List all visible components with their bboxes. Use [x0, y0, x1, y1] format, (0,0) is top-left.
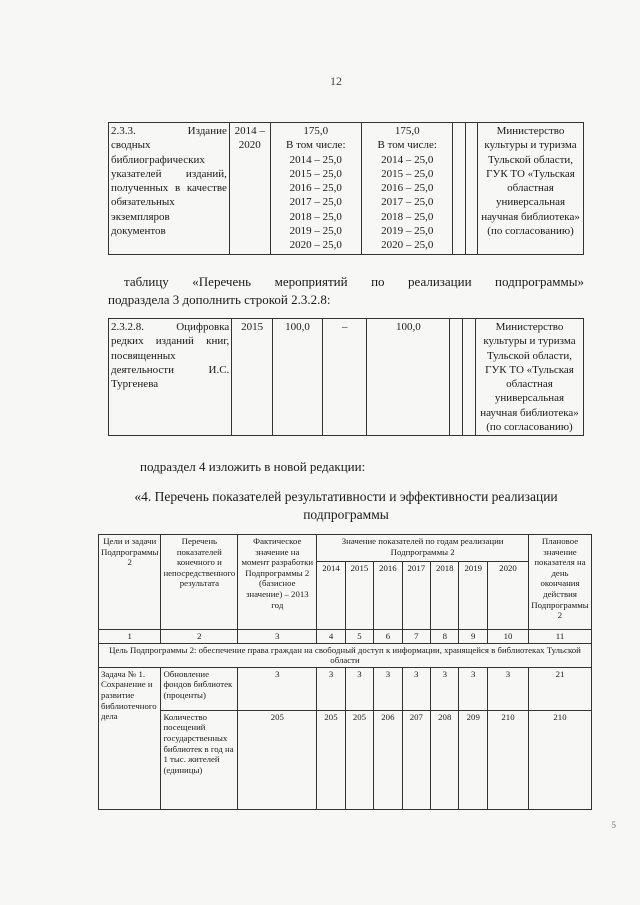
financing-cell: [270, 123, 361, 255]
column-number: 6: [374, 630, 402, 644]
year-value: 3: [374, 667, 402, 710]
planned-value: 21: [529, 667, 592, 710]
activity-name-first-word: Издание: [187, 125, 227, 137]
base-value: 3: [238, 667, 317, 710]
activity-years: 2015: [232, 319, 273, 436]
year-value: 208: [431, 710, 459, 809]
activity-name: сводных библиографических указателей изданий, полученных в качестве обязательных экземпляров документов: [111, 139, 227, 238]
goal-cell: Цель Подпрограммы 2: обеспечение права граждан на свободный доступ к информации, хранящейся в библиотеках Тульской области: [99, 643, 592, 667]
year-value: 205: [317, 710, 345, 809]
header-year: 2016: [374, 562, 402, 630]
table-row: [99, 710, 592, 809]
section-heading: «4. Перечень показателей результативности и эффективности реализации подпрограммы: [134, 489, 558, 522]
financing2-label: В том числе:: [377, 139, 437, 152]
year-value: 3: [431, 667, 459, 710]
activity-table-2-3-3: [108, 122, 584, 255]
header-years-group: Значение показателей по годам реализации Подпрограммы 2: [317, 535, 529, 562]
table-row-goal: [99, 643, 592, 667]
year-value: 3: [345, 667, 373, 710]
column-number: 3: [238, 630, 317, 644]
column-number: 7: [402, 630, 430, 644]
executor-cell: Министерство культуры и туризма Тульской области, ГУК ТО «Тульская областная универсальная научная библиотека» (по согласованию): [475, 319, 583, 436]
financing-year: 2018 – 25,0: [289, 210, 342, 223]
year-value: 206: [374, 710, 402, 809]
header-year: 2019: [459, 562, 488, 630]
header-planned-value: Плановое значение показателя на день окончания действия Подпрограммы 2: [529, 535, 592, 630]
activity-table-2-3-2-8: [108, 318, 584, 436]
activity-code: 2.3.2.8.: [111, 321, 144, 333]
activity-name-cell: [109, 319, 232, 436]
planned-value: 210: [529, 710, 592, 809]
indicator-name: Количество посещений государственных библиотек в год на 1 тыс. жителей (единицы): [161, 710, 238, 809]
year-value: 210: [488, 710, 529, 809]
column-number: 10: [488, 630, 529, 644]
paragraph-line: подраздел 4 изложить в новой редакции:: [140, 459, 366, 474]
year-value: 209: [459, 710, 488, 809]
header-year: 2017: [402, 562, 430, 630]
indicators-table: [98, 534, 592, 810]
header-goals: Цели и задачи Подпрограммы 2: [99, 535, 161, 630]
empty-cell: [463, 319, 476, 436]
financing-year: 2020 – 25,0: [289, 239, 342, 252]
year-value: 207: [402, 710, 430, 809]
financing2-year: 2016 – 25,0: [381, 182, 434, 195]
column-number: 1: [99, 630, 161, 644]
paragraph-line: подраздела 3 дополнить строкой 2.3.2.8:: [108, 292, 331, 307]
year-value: 3: [402, 667, 430, 710]
financing-dash: –: [323, 319, 367, 436]
header-year: 2014: [317, 562, 345, 630]
table-row: [109, 319, 584, 436]
financing-label: В том числе:: [286, 139, 346, 152]
year-value: 205: [345, 710, 373, 809]
table-row: [109, 123, 584, 255]
financing2-year: 2020 – 25,0: [381, 239, 434, 252]
year-value: 3: [317, 667, 345, 710]
header-year: 2020: [488, 562, 529, 630]
financing2-year: 2015 – 25,0: [381, 167, 434, 180]
header-base-value: Фактическое значение на момент разработки Подпрограммы 2 (базисное значение) – 2013 год: [238, 535, 317, 630]
scan-mark: 5: [611, 820, 616, 830]
task-cell: Задача № 1. Сохранение и развитие библиотечного дела: [99, 667, 161, 809]
activity-name-cell: [109, 123, 230, 255]
table-row: [99, 667, 592, 710]
column-number: 4: [317, 630, 345, 644]
empty-cell: [453, 123, 465, 255]
indicator-name: Обновление фондов библиотек (проценты): [161, 667, 238, 710]
financing2-year: 2019 – 25,0: [381, 225, 434, 238]
executor-cell: Министерство культуры и туризма Тульской области, ГУК ТО «Тульская областная универсальная научная библиотека» (по согласованию): [478, 123, 584, 255]
year-value: 3: [459, 667, 488, 710]
table-row-numbers: [99, 630, 592, 644]
financing-total: 100,0: [272, 319, 322, 436]
financing-year: 2014 – 25,0: [289, 153, 342, 166]
financing-year: 2016 – 25,0: [289, 182, 342, 195]
header-year: 2018: [431, 562, 459, 630]
financing2-total: 175,0: [394, 125, 420, 137]
activity-name: Оцифровка редких изданий книг, посвященных деятельности И.С. Тургенева: [111, 321, 230, 391]
header-indicators: Перечень показателей конечного и непосредственного результата: [161, 535, 238, 630]
column-number: 5: [345, 630, 373, 644]
page-number: 12: [330, 74, 342, 88]
empty-cell: [450, 319, 463, 436]
column-number: 2: [161, 630, 238, 644]
financing-year: 2015 – 25,0: [289, 167, 342, 180]
column-number: 9: [459, 630, 488, 644]
column-number: 8: [431, 630, 459, 644]
financing2-year: 2018 – 25,0: [381, 210, 434, 223]
financing2-year: 2014 – 25,0: [381, 153, 434, 166]
financing-year: 2017 – 25,0: [289, 196, 342, 209]
financing2-cell: [362, 123, 453, 255]
column-number: 11: [529, 630, 592, 644]
financing2-year: 2017 – 25,0: [381, 196, 434, 209]
financing2-total: 100,0: [367, 319, 450, 436]
activity-years: 2014 – 2020: [229, 123, 270, 255]
financing-year: 2019 – 25,0: [289, 225, 342, 238]
header-year: 2015: [345, 562, 373, 630]
year-value: 3: [488, 667, 529, 710]
paragraph-line: таблицу «Перечень мероприятий по реализации подпрограммы»: [124, 274, 584, 289]
empty-cell: [465, 123, 477, 255]
activity-code: 2.3.3.: [111, 125, 136, 137]
base-value: 205: [238, 710, 317, 809]
financing-total: 175,0: [303, 125, 329, 137]
table-header-row: [99, 535, 592, 562]
